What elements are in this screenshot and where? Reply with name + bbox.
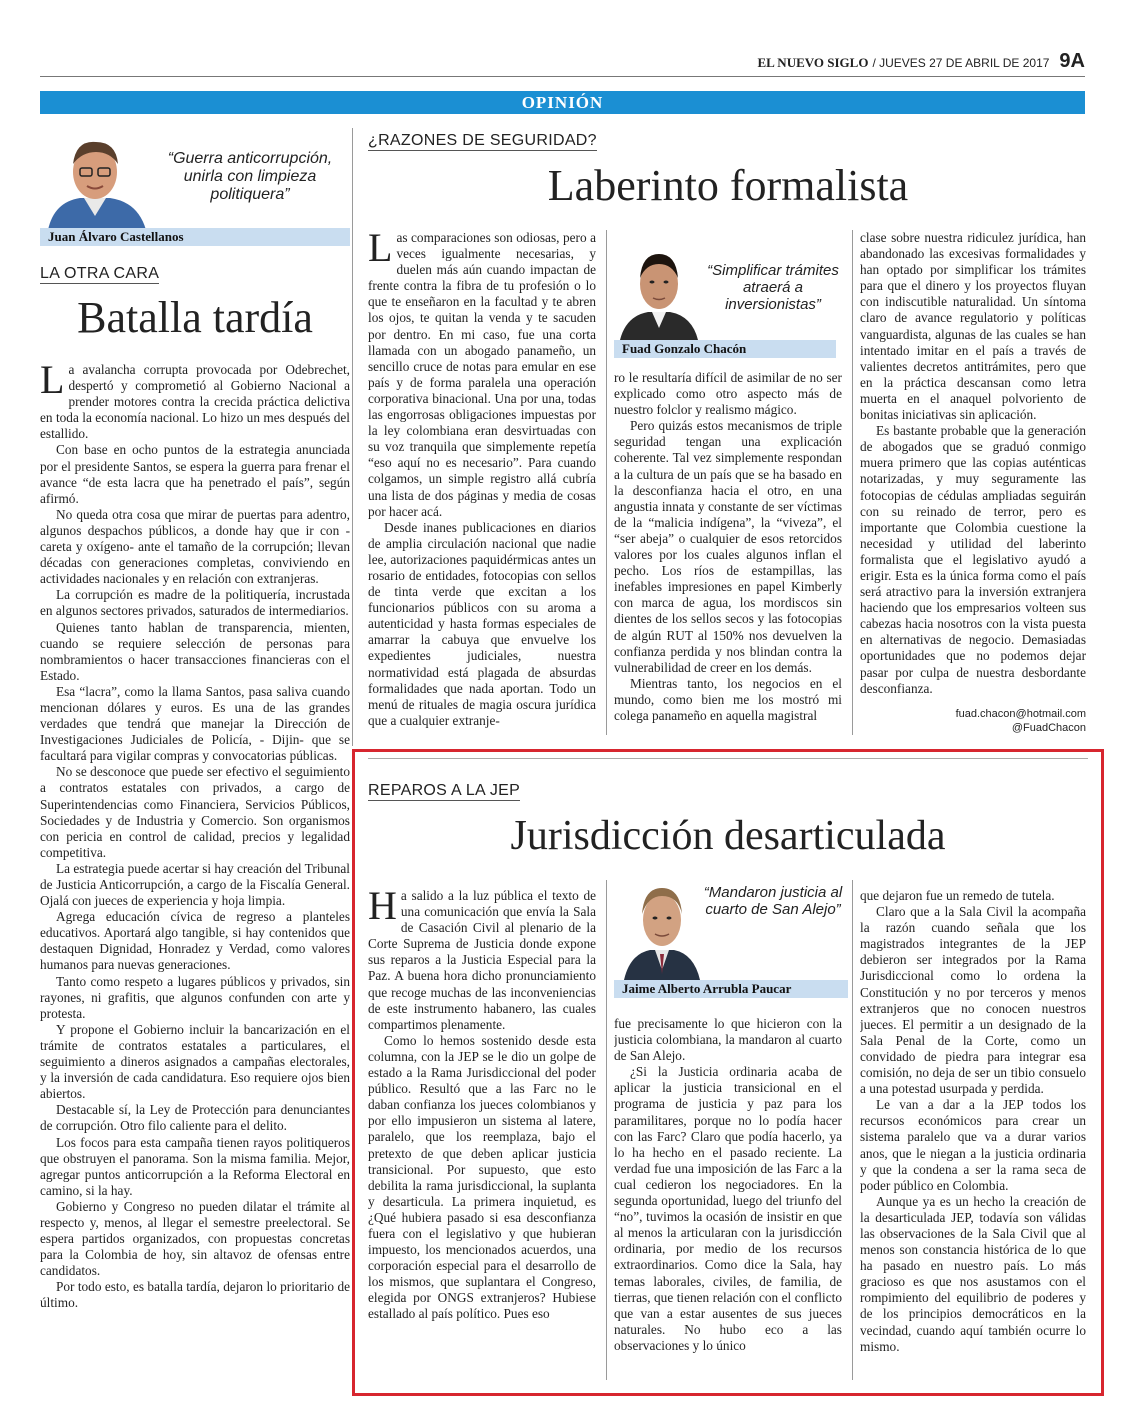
article-kicker: ¿RAZONES DE SEGURIDAD? <box>368 132 597 149</box>
article-column <box>368 888 596 1380</box>
paragraph: Destacable sí, la Ley de Protección para denunciantes de corrupción. Otro filo caliente para el delito. <box>40 1102 350 1134</box>
masthead <box>757 50 1085 73</box>
author-photo <box>614 238 704 340</box>
paragraph: La corrupción es madre de la politiquería, incrustada en algunos sectores privados, saturados de intermediarios. <box>40 587 350 619</box>
paragraph: Es bastante probable que la generación de abogados que se graduó conmigo muera primero que las copias auténticas notarizadas, y muy seguramente las fotocopias de cédulas ampliadas seguirán con su reinado de terror, pero es importante que Colombia cuestione la necesidad y utilidad del laberinto formalista que el legislativo ayudó a erigir. Esta es la única forma como el país será atractivo para la inversión extranjera haciendo que los empresarios volteen sus cabezas hacia nosotros con la vista puesta en alternativas de negocio. Demasiadas oportunidades que no podemos dejar pasar por culpa de nuestra desbordante desconfianza. <box>860 423 1086 696</box>
issue-date: / JUEVES 27 DE ABRIL DE 2017 <box>872 56 1050 70</box>
author-name: Juan Álvaro Castellanos <box>40 228 350 246</box>
headline: Jurisdicción desarticulada <box>510 813 946 859</box>
paragraph: Pero quizás estos mecanismos de triple seguridad tengan una explicación coherente. Tal vez simplemente respondan a la cultura de un país que se ha basado en la desconfianza hacia el otro, en una angustia innata y constante de ser víctimas de la “malicia indígena”, la “viveza”, el “ser abeja” o cualquier de esos retorcidos valores por los cuales algunos inflan el pecho. Los ríos de estampillas, las inefables impresiones en papel Kimberly con marca de agua, los mordiscos sin dientes de los sellos secos y las fotocopias de algún RUT al 150% nos devuelven la confianza perdida y nos blindan contra la vulnerabilidad de creer en los demás. <box>614 418 842 675</box>
author-photo <box>622 874 702 980</box>
article-column <box>368 230 596 735</box>
drop-cap: L <box>40 362 65 402</box>
column-divider <box>852 230 853 735</box>
paragraph: clase sobre nuestra ridiculez jurídica, han abandonado las excesivas formalidades y han optado por simplificar los trámites para que el dinero y los proyectos fluyan con indiscutible naturalidad. Un síntoma claro de avance regulatorio y políticas vanguardista, algunas de las cuales se han intentado imitar en el país a través de valientes decretos antitrámites, pero que en la práctica descansan como letra muerta en el anaquel polvoriento de bonitas iniciativas sin aplicación. <box>860 230 1086 423</box>
paragraph: que dejaron fue un remedo de tutela. <box>860 888 1055 903</box>
pull-quote: “Guerra anticorrupción, unirla con limpieza politiquera” <box>167 150 333 203</box>
column-divider <box>606 230 607 735</box>
paragraph: ¿Si la Justicia ordinaria acaba de aplicar la justicia transicional en el programa de justicia y paz para los paramilitares, porque no lo podía hacer con las Farc? Claro que podía hacerlo, ya lo ha hecho en el pasado reciente. La verdad fue una imposición de las Farc a la cual cedieron los negociadores. En la segunda oportunidad, luego del triunfo del “no”, tuvimos la ocasión de insistir en que al menos la articularan con la jurisdicción ordinaria, por medio de los recursos extraordinarios. Como dice la Sala, hay temas laborales, civiles, de familia, de tierras, que tienen relación con el conflicto que van a estar ausentes de sus jueces naturales. No hubo eco a las observaciones y lo único <box>614 1064 842 1353</box>
paragraph: Por todo esto, es batalla tardía, dejaron lo prioritario de último. <box>40 1279 350 1311</box>
pull-quote: “Simplificar trámites atraerá a inversionistas” <box>707 262 839 313</box>
article-kicker: REPAROS A LA JEP <box>368 782 521 799</box>
author-twitter[interactable]: @FuadChacon <box>1011 722 1086 734</box>
paragraph: Y propone el Gobierno incluir la bancarización en el trámite de contratos estatales a particulares, el seguimiento a dineros asignados a campañas electorales, y la inversión de cada candidatura. Eso requiere ojos bien abiertos. <box>40 1021 350 1102</box>
top-rule <box>40 76 1085 77</box>
author-name: Fuad Gonzalo Chacón <box>614 340 836 358</box>
headline: Laberinto formalista <box>547 161 909 210</box>
article-column <box>860 888 1086 1380</box>
paragraph: ro le resultaría difícil de asimilar de no ser explicado como otro aspecto más de nuestro folclor y realismo mágico. <box>614 370 842 418</box>
section-banner: OPINIÓN <box>40 91 1085 114</box>
paragraph: Aunque ya es un hecho la creación de la desarticulada JEP, todavía son válidas las observaciones de la Sala Civil que al menos son constancia histórica de lo que ha pasado en nuestro país. Lo más gracioso es que nos asustamos con el rompimiento del equilibrio de poderes y de los principios democráticos en la vecindad, cuando aquí también ocurre lo mismo. <box>860 1193 1086 1354</box>
author-email[interactable]: fuad.chacon@hotmail.com <box>955 708 1086 720</box>
article-column <box>614 1016 842 1380</box>
drop-cap: L <box>368 230 393 270</box>
paragraph: No se desconoce que puede ser efectivo el seguimiento a contratos estatales con privados, a cargo de Superintendencias como Financiera, Servicios Públicos, Sociedades y de Industria y Comercio. Son organismos con pericia en control de calidad, precios y legalidad competitiva. <box>40 764 350 860</box>
article-column <box>614 370 842 735</box>
column-kicker: LA OTRA CARA <box>40 265 160 282</box>
paragraph: Quienes tanto hablan de transparencia, mienten, cuando se requiere selección de personas para nombramientos o hacer transacciones financieras con el Estado. <box>40 619 350 683</box>
author-contact <box>860 707 1086 735</box>
paragraph: a salido a la luz pública el texto de una comunicación que envía la Sala de Casación Civil al plenario de la Corte Suprema de Justicia donde expone sus reparos a la Justicia Especial para la Paz. A buena hora dicho pronunciamiento que recoge muchas de las inconveniencias de este instrumento habanero, las cuales compartimos plenamente. <box>368 888 596 1032</box>
paragraph: Claro que a la Sala Civil la acompaña la razón cuando señala que los magistrados integrantes de la JEP debieron ser integrados por la Rama Jurisdiccional como lo ordena la Constitución y no por terceros y menos extranjeros que no conocen nuestros jueces. El permitir a un designado de la Sala Penal de la Corte, como un convidado de piedra para integrar esa comisión, no deja de ser un tibio consuelo a una potestad usurpada y perdida. <box>860 904 1086 1097</box>
paragraph: a avalancha corrupta provocada por Odebrechet, despertó y comprometió al Gobierno Nacional a prender motores contra la crecida práctica delictiva en toda la economía nacional. Lo hizo un mes después del estallido. <box>40 362 350 442</box>
paragraph: Mientras tanto, los negocios en el mundo, como bien me los mostró mi colega panameño en aquella magistral <box>614 675 842 723</box>
paragraph: Agrega educación cívica de regreso a planteles educativos. Aportará algo tangible, si hay contenidos que destaquen Dignidad, Honradez y Verdad, como valores humanos para nuevas generaciones. <box>40 909 350 973</box>
paragraph: La estrategia puede acertar si hay creación del Tribunal de Justicia Anticorrupción, a cargo de la Fiscalía General. Ojalá con jueces de experiencia y hoja limpia. <box>40 860 350 909</box>
paragraph: Los focos para esta campaña tienen rayos politiqueros que obstruyen el panorama. Son la misma familia. Mejor, agregar puntos anticorrupción a la Reforma Electoral en camino, si la hay. <box>40 1134 350 1198</box>
paragraph: Como lo hemos sostenido desde esta columna, con la JEP se le dio un golpe de estado a la Rama Jurisdiccional del poder público. Resultó que a las Farc no le daban confianza los jueces colombianos y por ello impusieron un sistema al latere, paralelo, que los reemplaza, bajo el pretexto de que deben aplicar justicia transicional. Por supuesto, que esto debilita la rama jurisdiccional, la suplanta y desarticula. La primera inquietud, es ¿Qué hubiera pasado si esa desconfianza fuera con el legislativo y que hubieran impuesto, los mencionados acuerdos, una corporación especial para el desarrollo de los mismos, que suplantara el Congreso, elegida por ONGS extranjeros? Hubiese estallado al país político. Pues eso <box>368 1032 596 1322</box>
column-divider <box>352 128 353 746</box>
article-column <box>860 230 1086 705</box>
author-name: Jaime Alberto Arrubla Paucar <box>614 980 848 998</box>
paragraph: fue precisamente lo que hicieron con la justicia colombiana, la mandaron al cuarto de San Alejo. <box>614 1016 842 1064</box>
headline: Batalla tardía <box>77 293 313 342</box>
drop-cap: H <box>368 888 397 928</box>
paragraph: Tanto como respeto a lugares públicos y privados, sin rayones, ni grafitis, que algunos confunden con arte y protesta. <box>40 973 350 1021</box>
paragraph: Le van a dar a la JEP todos los recursos económicos para crear un sistema paralelo que va a durar varios anos, que le niegan a la justicia ordinaria y que la condena a ser la rama seca de poder público en Colombia. <box>860 1097 1086 1193</box>
newspaper-name: EL NUEVO SIGLO <box>757 55 869 70</box>
frame-inner-rule <box>368 758 1088 759</box>
paragraph: No queda otra cosa que mirar de puertas para adentro, algunos despachos públicos, a donde hay que ir con -careta y oxígeno- ante el tamaño de la corrupción; llevan décadas con generaciones completas, conviviendo en actividades nacionales y en relación con extranjeras. <box>40 506 350 587</box>
paragraph: Gobierno y Congreso no pueden dilatar el trámite al respecto y, menos, al llegar el semestre preelectoral. Se espera partidos organizados, con propuestas concretas para la Colombia de hoy, sin altavoz de ofensas entre candidatos. <box>40 1198 350 1279</box>
author-photo <box>40 128 150 230</box>
paragraph: Con base en ocho puntos de la estrategia anunciada por el presidente Santos, se espera la guerra para frenar el avance “de esta lacra que ha penetrado el país”, según afirmó. <box>40 442 350 506</box>
paragraph: as comparaciones son odiosas, pero a veces igualmente necesarias, y duelen más aún cuando impactan de frente contra la fibra de tu profesión o lo que te enseñaron en la facultad y te abren los ojos, te quitan la venda y te sacuden por dentro. En mi caso, fue una corta llamada con un abogado panameño, un sencillo cruce de notas para emular en ese país y de forma paralela una operación corporativa binacional. Una por una, todas las engorrosas obligaciones impuestas por la ley colombiana eran desvirtuadas con su voz tranquila que simplemente repetía “eso aquí no es necesario”. Para cuando colgamos, un simple registro allá cubría una lista de dos páginas y media de cosas por hacer acá. <box>368 230 596 519</box>
paragraph: Desde inanes publicaciones en diarios de amplia circulación nacional que nadie lee, autorizaciones paquidérmicas antes un rosario de entidades, fotocopias con sellos de tinta verde que excitan a los funcionarios públicos con su aroma a autenticidad y hasta formas especiales de amarrar la cabuya que envuelve los expedientes judiciales, nuestra normatividad está plagada de absurdas formalidades que nada aportan. Todo un menú de rituales de magia oscura jurídica que a cualquier extranje- <box>368 519 596 728</box>
pull-quote: “Mandaron justicia al cuarto de San Alejo” <box>703 884 843 918</box>
article-body <box>40 362 350 1397</box>
page-number: 9A <box>1059 50 1085 72</box>
paragraph: Esa “lacra”, como la llama Santos, pasa saliva cuando mencionan dólares y euros. Es una de las grandes verdades que tendrá que manejar la Dirección de Investigaciones Judiciales de Policía, - Dijin- que se facultará para vigilar compras y convocatorias públicas. <box>40 683 350 764</box>
